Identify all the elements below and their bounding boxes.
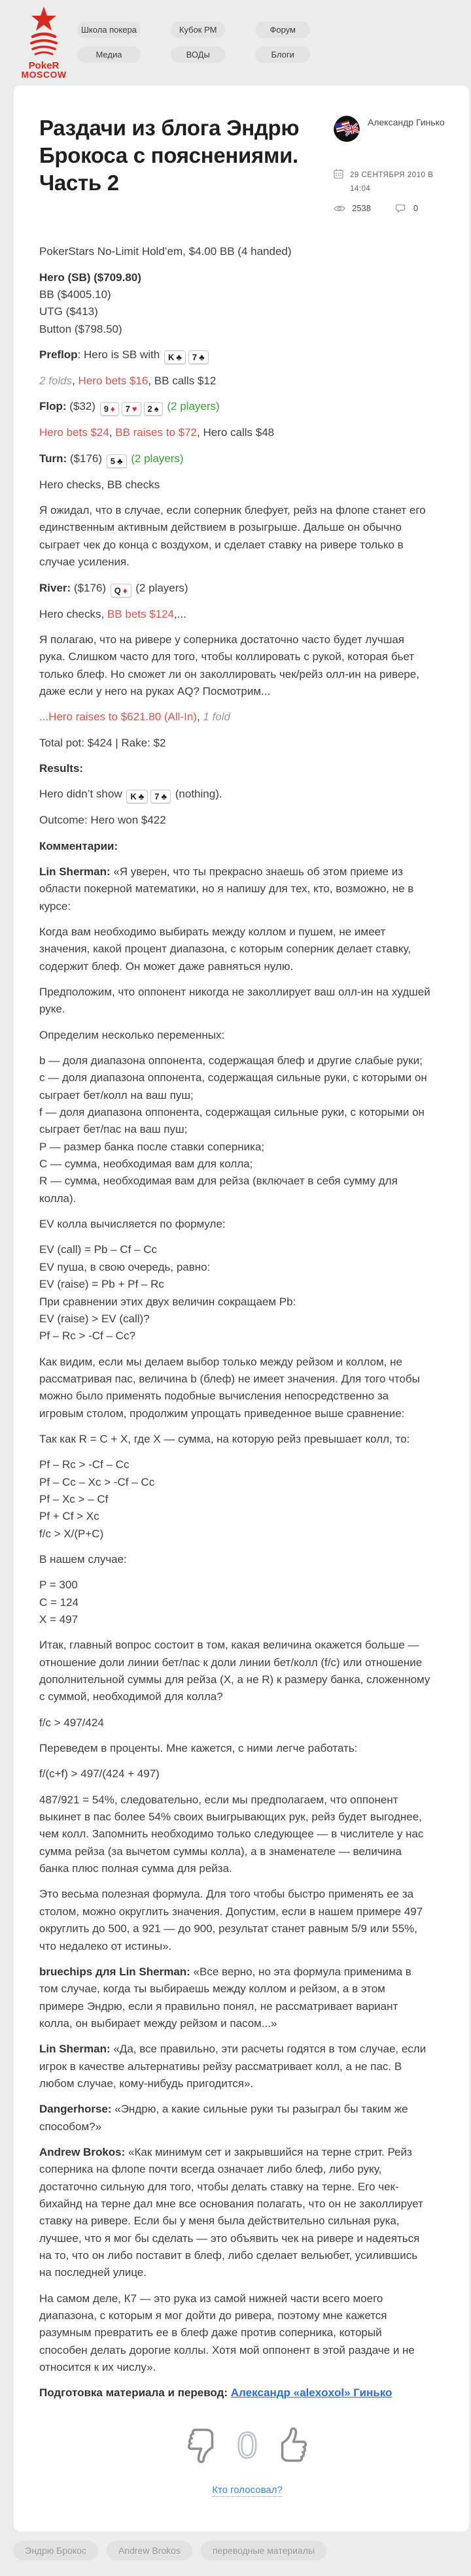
logo-text-poker: PokeR [28,60,60,71]
article-paragraph [39,1964,432,2032]
text-segment: Переведем в проценты. Мне кажется, с ними легче работать: [39,1742,358,1755]
nav-vods[interactable]: ВОДы [171,46,226,63]
card-7-club [188,350,209,364]
text-segment: EV пуша, в свою очередь, равно: [39,1260,211,1273]
article-paragraph [39,398,432,416]
article-paragraph [39,2290,432,2377]
article-paragraph [39,1027,432,1044]
text-segment: Подготовка материала и перевод: [39,2386,231,2400]
article-paragraph [39,373,432,390]
tags-row [13,2541,471,2576]
text-segment: BB bets $124 [107,607,175,620]
card-9-diamond [100,402,119,416]
text-segment: P — размер банка после ставки соперника; [39,1140,265,1153]
card-7-club [150,790,171,803]
text-segment: Dangerhorse: [39,2103,112,2116]
text-segment: River: [39,581,71,594]
text-segment: На самом деле, К7 — это рука из самой нижней части всего моего диапазона, с которым я мог дойти до ривера, поэтому мне кажется разумным превратить ее в блеф даже против соперника, который способен делать дорогие коллы. Хотя мой оппонент в этой раздаче и не относится к их числу». [39,2292,415,2374]
card-rank: 7 [154,792,160,802]
text-segment: Hero bets $16 [78,375,148,388]
text-segment: Hero checks, [39,607,107,620]
card-rank: 9 [103,404,109,414]
text-segment: Hero (SB) ($709.80) [39,271,141,284]
article-paragraph [39,709,432,726]
article-paragraph [39,1216,432,1233]
article-paragraph [39,2144,432,2282]
text-segment: Results: [39,761,84,775]
article-paragraph [39,243,432,260]
calendar-icon [334,169,343,179]
nav-media[interactable]: Медиа [77,46,141,63]
text-segment: f/c > 497/424 [39,1716,104,1729]
main-nav [77,22,310,63]
article-paragraph [39,2101,432,2135]
logo-text-moscow: MOSCOW [21,69,67,80]
article-paragraph [39,924,432,975]
text-segment: Hero checks, BB checks [39,478,160,491]
comments-icon [396,204,407,213]
nav-cup-rm[interactable]: Кубок РМ [171,22,226,38]
article-paragraph [39,1052,432,1207]
card-rank: 5 [110,456,115,466]
text-segment: b — доля диапазона оппонента, содержащая блеф и другие слабые руки; [39,1054,423,1067]
author-name[interactable]: Александр Гинько [368,117,445,127]
views-count: 2538 [352,203,371,214]
site-header [0,0,471,86]
text-segment: Определим несколько переменных: [39,1028,225,1041]
article-paragraph [39,786,432,803]
who-voted-link[interactable]: Кто голосовал? [212,2484,283,2496]
card-rank: 7 [192,352,198,363]
text-segment: При сравнении этих двух величин сокращаем Pb: [39,1295,296,1308]
text-segment: , [196,711,203,724]
text-segment: Button ($798.50) [39,322,122,335]
text-segment: EV (raise) = Pb + Pf – Rc [39,1278,164,1291]
post-head [39,114,455,213]
card-7-heart [122,402,141,416]
text-segment: Flop: [39,400,67,413]
publish-date: 29 СЕНТЯБРЯ 2010 В 14:04 [350,171,434,193]
text-segment: с — доля диапазона оппонента, содержащая сильные руки, с которыми он сыграет бет/колл на ваш пуш; [39,1071,427,1101]
text-segment: UTG ($413) [39,305,98,318]
avatar-flags-image [334,116,360,142]
nav-forum[interactable]: Форум [255,22,310,38]
text-segment: f/(c+f) > 497/(424 + 497) [39,1767,160,1781]
article-paragraph [39,1577,432,1628]
club-suit-icon: ♣ [161,792,167,802]
text-segment: Так как R = C + X, где X — сумма, на которую рейз превышает колл, то: [39,1432,410,1445]
text-segment: , BB calls $12 [148,375,217,388]
article-paragraph [39,838,432,855]
text-segment: «Как минимум сет и закрывшийся на терне стрит. Рейз соперника на флопе почти всегда означает либо блеф, либо руку, достаточно сильную для того, чтобы делать ставку на терне. Его чек-бихайнд на терне дал мне все основания полагать, что он не заколлирует ставку на ривере. Если бы у меня была действительно сильная рука, лучшее, что я мог бы сделать — это объявить чек на ривере и надеяться на то, что он либо поставит в блеф, либо сделает вельюбет, усилившись на последней улице. [39,2145,423,2279]
text-segment: (2 players) [131,452,184,465]
text-segment: 487/921 = 54%, следовательно, если мы предполагаем, что оппонент выкинет в пас более 54% своих выигрывающих рук, рейз будет выгоднее, чем колл. Запомнить необходимо только следующее — в числителе у нас сумма рейза (за вычетом суммы колла), а в знаменателе — величина банка плюс полная сумма для рейза. [39,1793,424,1875]
text-segment: «Все верно, но эта формула применима в том случае, когда ты выбираешь между коллом и рейзом, а в этом примере Эндрю, если я правильно понял, не рассматривает вариант колла, он выбирает между рейзом и пасом...» [39,1965,411,2030]
article-paragraph [39,424,432,441]
article-paragraph [39,346,432,364]
article-paragraph [39,1431,432,1448]
text-segment: Pf – Rc > -Cf – Cc? [39,1330,135,1343]
text-segment: Pf – Xc > – Cf [39,1492,109,1505]
text-segment: 2 folds [39,375,73,388]
text-segment: C = 124 [39,1596,79,1609]
text-segment: EV (raise) > EV (call)? [39,1312,150,1325]
card-rank: Q [114,585,121,595]
text-segment: Это весьма полезная формула. Для того чтобы быстро применять ее за столом, можно округлить значения. Допустим, если в нашем примере 497 округлить до 500, а 921 — до 900, результат станет равным 5/9 или 55%, что недалеко от истины». [39,1888,423,1952]
card-Q-diamond [111,584,131,597]
views-icon [334,205,345,212]
text-segment: «Да, все правильно, эти расчеты годятся в том случае, если игрок в качестве альтернативы рейзу рассматривает колл, а не пас. В любом случае, кому-нибудь пригодится». [39,2043,427,2090]
card-K-club [126,790,148,803]
text-segment: f — доля диапазона оппонента, содержащая сильные руки, с которыми он сыграет бет/пас на ваш пуш; [39,1106,425,1136]
date-row [334,169,455,195]
text-segment: ($176) [71,581,109,594]
text-segment: , [109,426,116,439]
text-segment: EV (call) = Pb – Cf – Cc [39,1243,157,1256]
vote-count: 0 [237,2424,258,2466]
article-paragraph [39,1792,432,1878]
text-segment: Итак, главный вопрос состоит в том, какая величина окажется больше — отношение доли линии бет/пас к доли линии бет/колл (f/c) или отношение дополнительной суммы для рейза (X, а не R) к размеру банка, сложенному с суммой, необходимой для колла? [39,1639,430,1703]
article-body [39,243,432,2401]
nav-blogs[interactable]: Блоги [255,46,310,63]
text-segment: Pf + Cf > Xc [39,1510,99,1523]
club-suit-icon: ♣ [199,352,205,363]
text-segment: ,... [174,607,186,620]
translator-link[interactable]: Александр «alexoxol» Гинько [230,2386,392,2400]
article-paragraph [39,1637,432,1705]
club-suit-icon: ♣ [117,456,123,466]
text-segment: Preflop [39,348,78,361]
text-segment: (nothing). [172,788,222,801]
post-meta [334,114,455,213]
text-segment: В нашем случае: [39,1552,127,1565]
text-segment: Lin Sherman: [39,865,111,878]
club-suit-icon: ♣ [176,352,182,363]
article-paragraph [39,1886,432,1954]
text-segment: Andrew Brokos: [39,2145,126,2158]
article-paragraph [39,760,432,777]
article-paragraph [39,984,432,1018]
text-segment: Lin Sherman: [39,2043,111,2056]
text-segment: «Я уверен, что ты прекрасно знаешь об этом приеме из области покерной математики, но я напишу для тех, кто, возможно, не в курсе: [39,865,414,912]
pokermoscow-logo-icon [18,4,69,81]
thumbs-down-icon[interactable] [183,2424,225,2466]
card-rank: 7 [125,404,130,414]
card-K-club [164,350,186,364]
card-rank: K [130,792,137,802]
text-segment: X = 497 [39,1613,78,1626]
text-segment: C — сумма, необходимая вам для колла; [39,1158,253,1171]
diamond-suit-icon: ♦ [110,404,115,414]
club-suit-icon: ♣ [138,792,145,802]
card-5-club [107,454,127,468]
article-paragraph [39,1740,432,1757]
text-segment: f/c > X/(P+C) [39,1527,104,1540]
text-segment: bruechips для Lin Sherman: [39,1965,190,1978]
article-paragraph [39,1456,432,1543]
article-paragraph [39,1551,432,1568]
article-paragraph [39,580,432,597]
article-paragraph [39,735,432,752]
article-paragraph [39,2384,432,2401]
text-segment: , Hero calls $48 [197,426,275,439]
article-paragraph [39,2041,432,2092]
text-segment: (2 players) [167,400,220,413]
text-segment: ($32) [66,400,99,413]
article-paragraph [39,631,432,700]
tag-andrew-brokos-en[interactable]: Andrew Brokos [107,2541,192,2560]
article-paragraph [39,812,432,829]
article-paragraph [39,1765,432,1782]
author-row [334,116,455,145]
article-paragraph [39,1241,432,1345]
tag-translated-materials[interactable]: переводные материалы [201,2541,326,2560]
text-segment: Как видим, если мы делаем выбор только между рейзом и коллом, не рассматривая пас, величина b (блеф) не имеет значения. Для того чтобы можно было применять подобные вычисления непосредственно за игровым столом, продолжим упрощать приведенное выше сравнение: [39,1355,420,1420]
article-paragraph [39,450,432,468]
comments-count: 0 [413,203,419,214]
article-paragraph [39,1715,432,1731]
text-segment: 1 fold [203,711,230,724]
text-segment: BB ($4005.10) [39,288,111,301]
text-segment: Pf – Rc > -Cf – Cc [39,1458,130,1471]
text-segment: Turn: [39,452,67,465]
text-segment: Комментарии: [39,839,118,852]
article-paragraph [39,863,432,915]
card-rank: 2 [147,404,152,414]
text-segment: ($176) [67,452,105,465]
thumbs-up-icon[interactable] [270,2424,311,2466]
text-segment: ...Hero raises to $621.80 (All-In) [39,711,197,724]
card-rank: K [167,352,175,363]
tag-andrew-brokos-ru[interactable]: Эндрю Брокос [13,2541,98,2560]
heart-suit-icon: ♥ [131,404,137,414]
card-2-spade [144,402,163,416]
text-segment: Я полагаю, что на ривере у соперника достаточно часто будет лучшая рука. Слишком часто для того, чтобы коллировать с рукой, которая бьет только блеф. Но сможет ли он заколлировать чек/рейз олл-ин на ривере, даже если у него на руках AQ? Посмотрим... [39,633,419,697]
text-segment: Когда вам необходимо выбирать между коллом и пушем, не имеет значения, какой процент диапазона, с которым соперник делает ставку, содержит блеф. Он может даже равняться нулю. [39,925,411,973]
stats-row [334,203,455,213]
text-segment: «Эндрю, а какие сильные руки ты разыграл бы таким же способом?» [39,2103,408,2133]
text-segment: , [72,375,78,388]
text-segment: R — сумма, необходимая вам для рейза (включает в себя сумму для колла). [39,1175,398,1205]
text-segment: PokerStars No-Limit Hold’em, $4.00 BB (4 handed) [39,245,292,258]
article-paragraph [39,1354,432,1422]
article-paragraph [39,269,432,338]
text-segment: EV колла вычисляется по формуле: [39,1218,226,1231]
vote-block [39,2424,455,2466]
text-segment: : Hero is SB with [77,348,163,361]
spade-suit-icon: ♠ [154,404,159,414]
text-segment: P = 300 [39,1579,78,1592]
text-segment: Outcome: Hero won $422 [39,814,166,827]
nav-poker-school[interactable]: Школа покера [77,22,141,38]
text-segment: Hero didn’t show [39,788,126,801]
post-card [14,86,469,2532]
text-segment: Total pot: $424 | Rake: $2 [39,736,166,749]
text-segment: (2 players) [132,581,188,594]
text-segment: Предположим, что оппонент никогда не заколлирует ваш олл-ин на худшей руке. [39,986,430,1016]
text-segment: Hero bets $24 [39,426,109,439]
text-segment: Pf – Cc – Xc > -Cf – Cc [39,1475,155,1488]
who-voted-row [39,2484,455,2496]
pokermoscow-logo[interactable] [18,4,69,84]
text-segment: BB raises to $72 [115,426,197,439]
diamond-suit-icon: ♦ [122,585,128,595]
article-paragraph [39,606,432,623]
page-title: Раздачи из блога Эндрю Брокоса с пояснениями. Часть 2 [39,116,300,195]
avatar[interactable] [334,116,360,145]
text-segment: Я ожидал, что в случае, если соперник блефует, рейз на флопе станет его единственным активным действием в розыгрыше. Дальше он обычно сыграет чек до конца с воздухом, и сделает ставку на ривере только в случае усиления. [39,504,426,569]
article-paragraph [39,477,432,493]
article-paragraph [39,502,432,571]
